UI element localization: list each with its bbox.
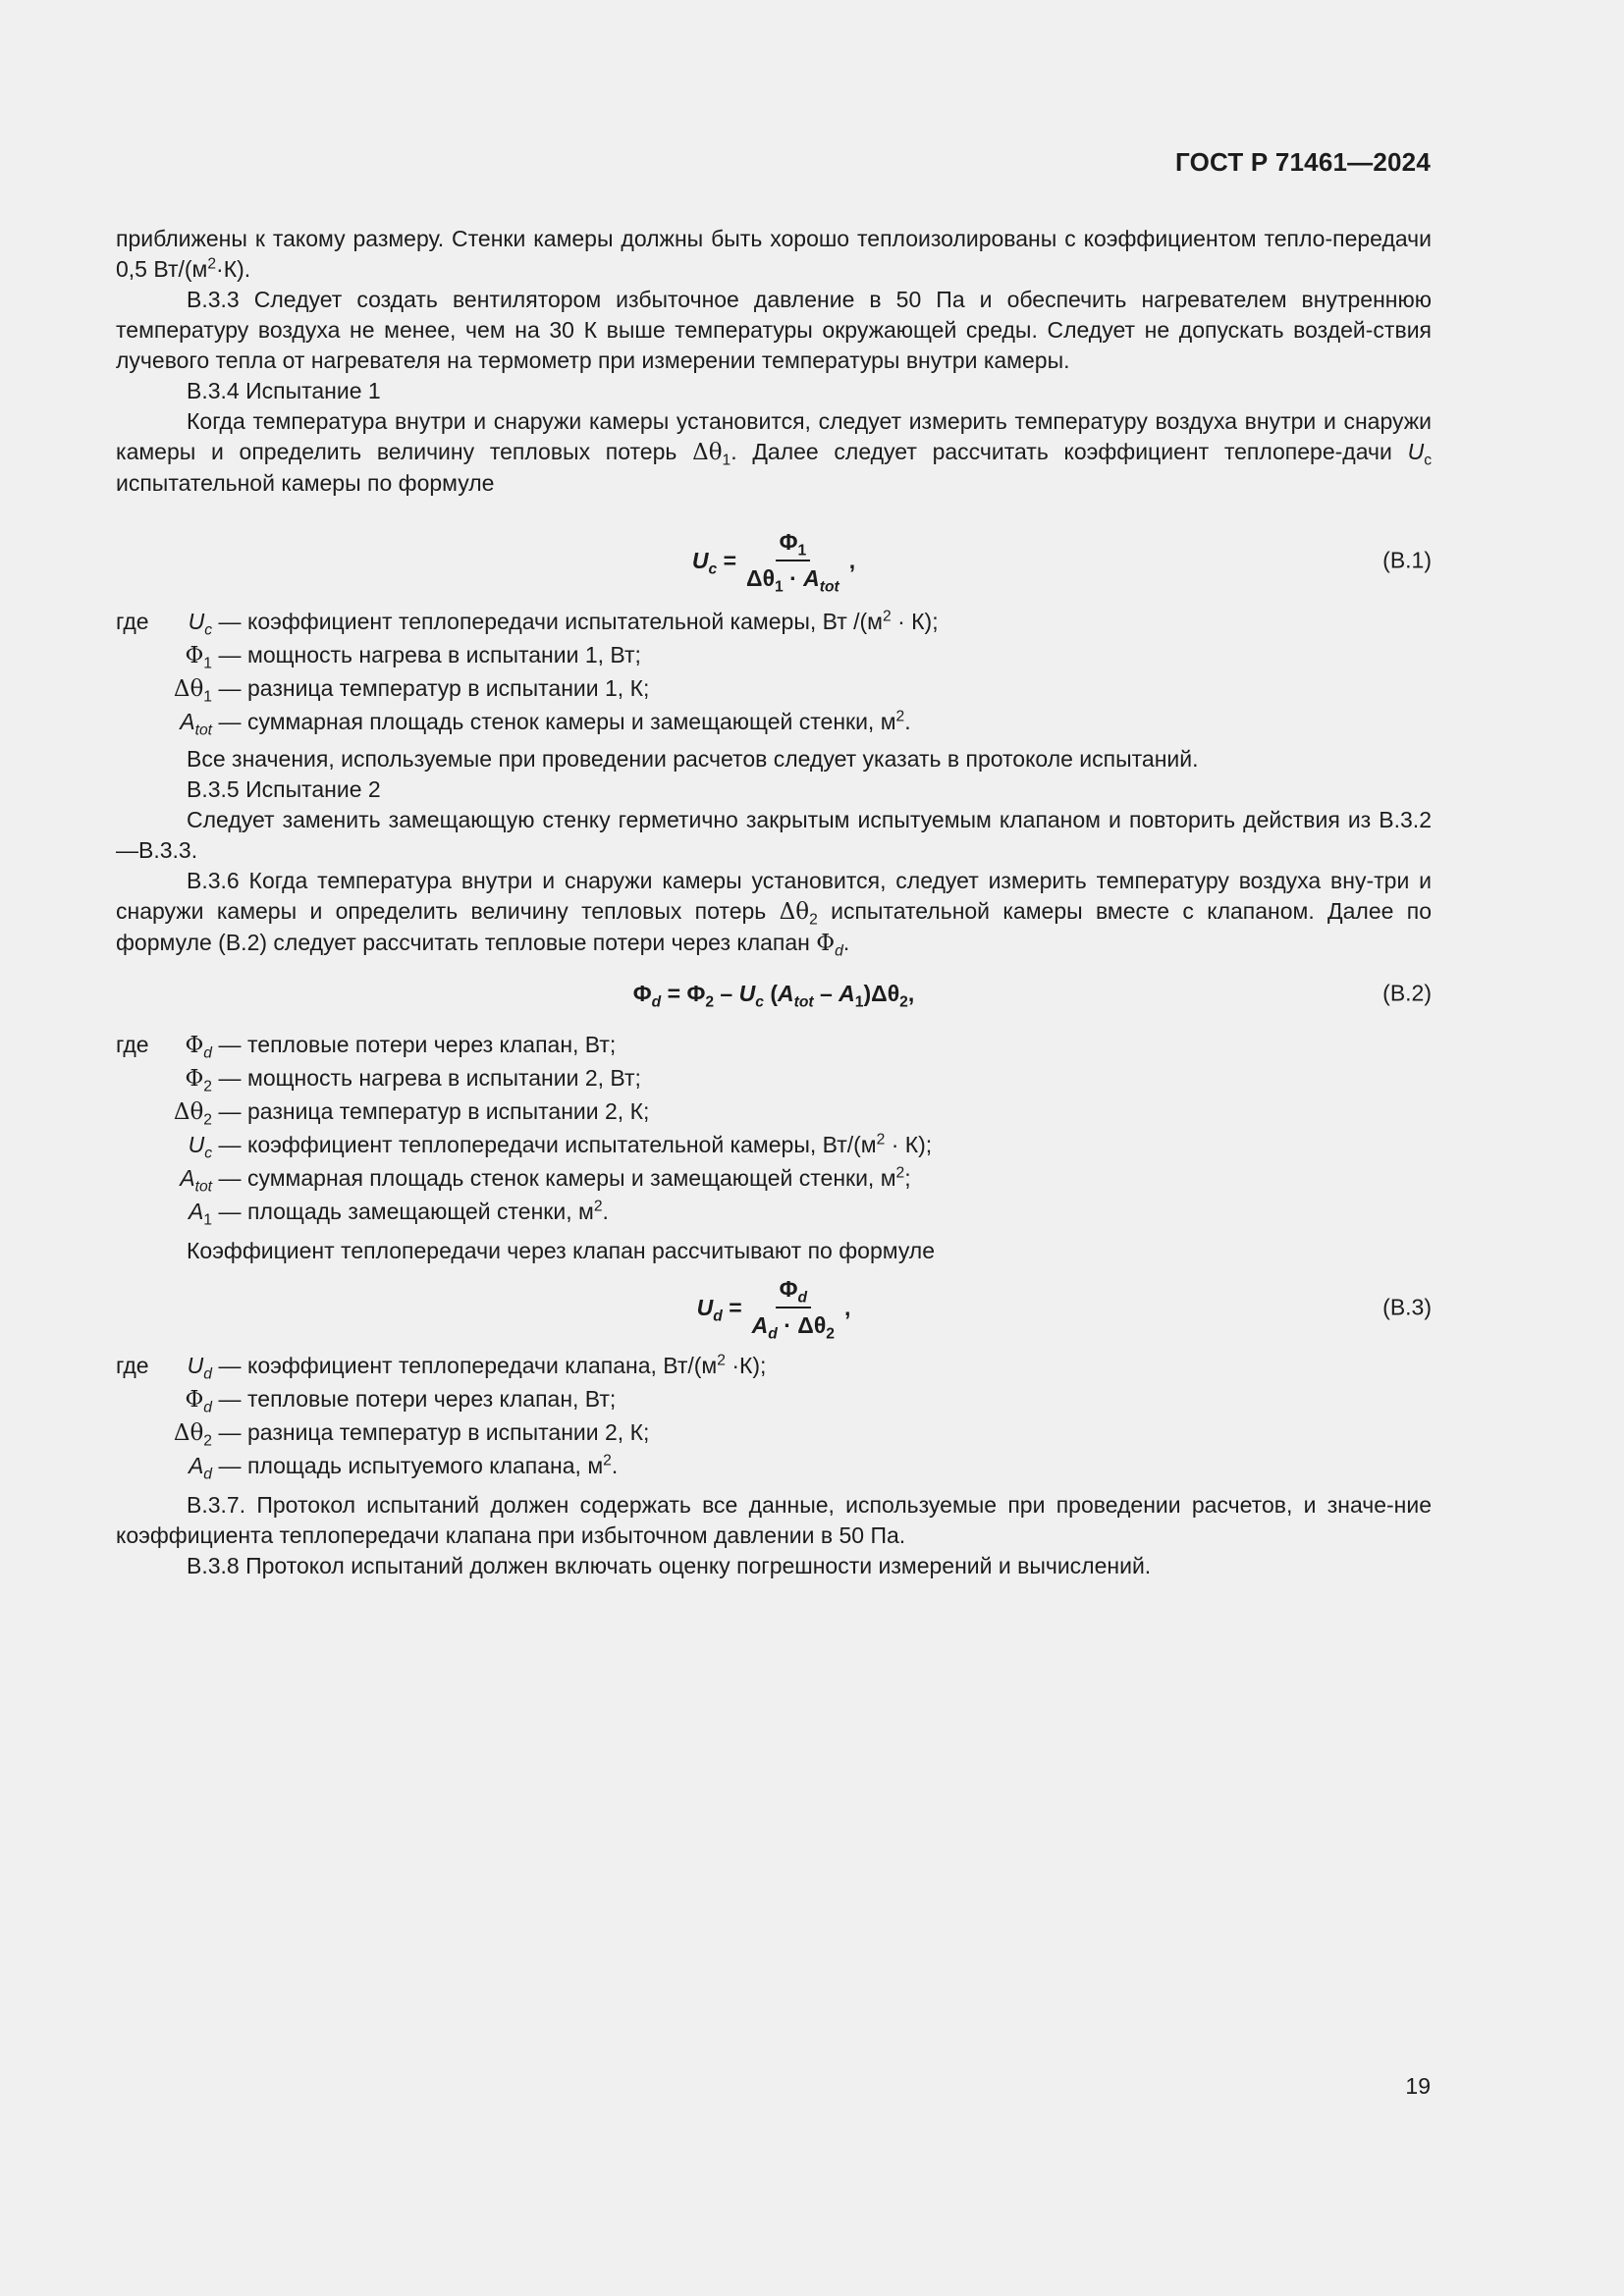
formula-b3	[116, 1266, 1432, 1349]
equation-number-b2: (В.2)	[1382, 980, 1432, 1006]
definition-symbol: $U_c$	[188, 609, 212, 639]
definitions-b1	[116, 607, 1432, 740]
paragraph-test-2: Следует заменить замещающую стенку герметично закрытым испытуемым клапаном и повторить действия из В.3.2—В.3.3.	[116, 807, 1432, 863]
definition-text: площадь испытуемого клапана, $м^2$.	[247, 1452, 619, 1478]
definition-row	[116, 607, 1432, 640]
definition-symbol: $A_d$	[188, 1453, 212, 1483]
definition-dash: —	[218, 1032, 242, 1057]
definition-text: площадь замещающей стенки, $м^2$.	[247, 1198, 609, 1224]
definition-text: тепловые потери через клапан, Вт;	[247, 1032, 617, 1057]
definition-symbol: $U_d$	[187, 1353, 212, 1383]
definition-dash: —	[218, 1419, 242, 1445]
definition-dash: —	[218, 1199, 242, 1224]
formula-b1-tail: ,	[848, 547, 856, 573]
definition-text: суммарная площадь стенок камеры и замещающей стенки, $м^2$.	[247, 708, 911, 734]
equation-number-b3: (В.3)	[1382, 1294, 1432, 1320]
definition-symbol: $\Phi_2$	[185, 1066, 212, 1095]
formula-b2-expression: $\Phi_d = \Phi_2 - U_c$ $(A_{tot} - A_1)\Delta\theta_2$,	[632, 980, 915, 1011]
definition-text: коэффициент теплопередачи испытательной камеры, $Вт/(м^2 \cdot К)$;	[247, 1131, 933, 1157]
definition-row	[116, 673, 1432, 707]
formula-b1-fraction	[742, 527, 843, 594]
formula-b3-numerator: $\Phi_d$	[776, 1274, 811, 1308]
definition-symbol: $A_1$	[188, 1199, 212, 1229]
definition-symbol: $\Delta\theta_2$	[173, 1420, 212, 1450]
definition-dash: —	[218, 1165, 242, 1191]
formula-b2	[116, 959, 1432, 1028]
definition-row	[116, 1130, 1432, 1163]
definition-row	[116, 1417, 1432, 1451]
definition-row	[116, 707, 1432, 740]
definition-text: разница температур в испытании 2, К;	[247, 1098, 650, 1124]
formula-b3-lhs: $U_d$ =	[696, 1294, 742, 1325]
formula-b1-lhs: $U_c$ =	[691, 547, 737, 578]
definition-dash: —	[218, 1353, 242, 1378]
definition-row	[116, 1451, 1432, 1484]
formula-b2-row	[116, 959, 1432, 1028]
definitions-b2	[116, 1030, 1432, 1230]
formula-b1-row	[116, 516, 1432, 605]
formula-b3-fraction	[748, 1274, 839, 1341]
definition-symbol: $U_c$	[188, 1132, 212, 1162]
paragraph-b-3-6: В.3.6 Когда температура внутри и снаружи камеры установится, следует измерить температуру воздуха вну-три и снаружи камеры и определить величину тепловых потерь $\Delta\theta_2$ испытательной камеры вместе с клапаном. Далее по формуле (В.2) следует рассчитать тепловые потери через клапан $\Phi_d$.	[116, 868, 1432, 960]
definition-text: мощность нагрева в испытании 1, Вт;	[247, 642, 641, 667]
formula-b1-numerator: $\Phi_1$	[776, 527, 811, 561]
definition-text: суммарная площадь стенок камеры и замещающей стенки, $м^2$;	[247, 1164, 911, 1191]
where-label: где	[116, 1353, 149, 1378]
definition-dash: —	[218, 709, 242, 734]
heading-b-3-4: В.3.4 Испытание 1	[187, 378, 381, 403]
definition-dash: —	[218, 1098, 242, 1124]
definition-dash: —	[218, 1065, 242, 1091]
definition-symbol: $\Delta\theta_2$	[173, 1099, 212, 1129]
definition-symbol: $\Phi_d$	[185, 1387, 212, 1416]
definition-text: разница температур в испытании 2, К;	[247, 1419, 650, 1445]
definition-dash: —	[218, 1386, 242, 1412]
definition-symbol: $A_{tot}$	[180, 709, 212, 739]
formula-b3-denominator: $A_d \cdot \Delta\theta_2$	[751, 1312, 835, 1343]
paragraph-b-3-8: В.3.8 Протокол испытаний должен включать оценку погрешности измерений и вычислений.	[187, 1553, 1152, 1578]
heading-b-3-5: В.3.5 Испытание 2	[187, 776, 381, 802]
definition-dash: —	[218, 609, 242, 634]
definition-row	[116, 1351, 1432, 1384]
definition-text: разница температур в испытании 1, К;	[247, 675, 650, 701]
definition-row	[116, 1063, 1432, 1096]
definition-dash: —	[218, 675, 242, 701]
definition-text: мощность нагрева в испытании 2, Вт;	[247, 1065, 641, 1091]
definition-row	[116, 1030, 1432, 1063]
paragraph-chamber-insulation: приближены к такому размеру. Стенки камеры должны быть хорошо теплоизолированы с коэффициентом тепло-передачи 0,5 $Вт/(м^2\cdot К)$.	[116, 226, 1432, 282]
definition-symbol: $\Delta\theta_1$	[173, 676, 212, 706]
formula-b1-denominator: $\Delta\theta_1 \cdot A_{tot}$	[746, 565, 839, 596]
definition-symbol: $\Phi_d$	[185, 1033, 212, 1062]
paragraph-test-1: Когда температура внутри и снаружи камеры установится, следует измерить температуру воздуха внутри и снаружи камеры и определить величину тепловых потерь $\Delta\theta_1$. Далее следует рассчитать коэффициент теплопере-дачи $U_c$ испытательной камеры по формуле	[116, 408, 1432, 496]
definition-dash: —	[218, 642, 242, 667]
definition-symbol: $A_{tot}$	[180, 1165, 212, 1196]
where-label: где	[116, 1032, 149, 1057]
paragraph-record-values: Все значения, используемые при проведении расчетов следует указать в протоколе испытаний.	[187, 746, 1199, 772]
page-body	[116, 224, 1432, 1581]
page-number: 19	[1405, 2073, 1431, 2099]
definition-symbol: $\Phi_1$	[185, 643, 212, 672]
formula-b3-row	[116, 1266, 1432, 1349]
definition-text: коэффициент теплопередачи испытательной камеры, Вт $/(м^2 \cdot К)$;	[247, 608, 939, 634]
paragraph-b-3-3: В.3.3 Следует создать вентилятором избыточное давление в 50 Па и обеспечить нагревателем внутреннюю температуру воздуха не менее, чем на 30 К выше температуры окружающей среды. Следует не допускать воздей-ствия лучевого тепла от нагревателя на термометр при измерении температуры внутри камеры.	[116, 287, 1432, 373]
definition-dash: —	[218, 1453, 242, 1478]
equation-number-b1: (В.1)	[1382, 547, 1432, 573]
definition-row	[116, 1384, 1432, 1417]
formula-b1	[116, 516, 1432, 605]
formula-b3-tail: ,	[843, 1294, 851, 1320]
paragraph-b-3-7: В.3.7. Протокол испытаний должен содержать все данные, используемые при проведении расчетов, и значе-ние коэффициента теплопередачи клапана при избыточном давлении в 50 Па.	[116, 1492, 1432, 1548]
definition-dash: —	[218, 1132, 242, 1157]
definition-row	[116, 640, 1432, 673]
definition-text: коэффициент теплопередачи клапана, $Вт/(м^2 \cdot К)$;	[247, 1352, 767, 1378]
definition-row	[116, 1096, 1432, 1130]
definition-row	[116, 1197, 1432, 1230]
definition-text: тепловые потери через клапан, Вт;	[247, 1386, 617, 1412]
definition-row	[116, 1163, 1432, 1197]
document-id-header: ГОСТ Р 71461—2024	[1175, 147, 1431, 177]
definitions-b3	[116, 1351, 1432, 1484]
paragraph-valve-coefficient: Коэффициент теплопередачи через клапан рассчитывают по формуле	[187, 1238, 936, 1263]
where-label: где	[116, 609, 149, 634]
